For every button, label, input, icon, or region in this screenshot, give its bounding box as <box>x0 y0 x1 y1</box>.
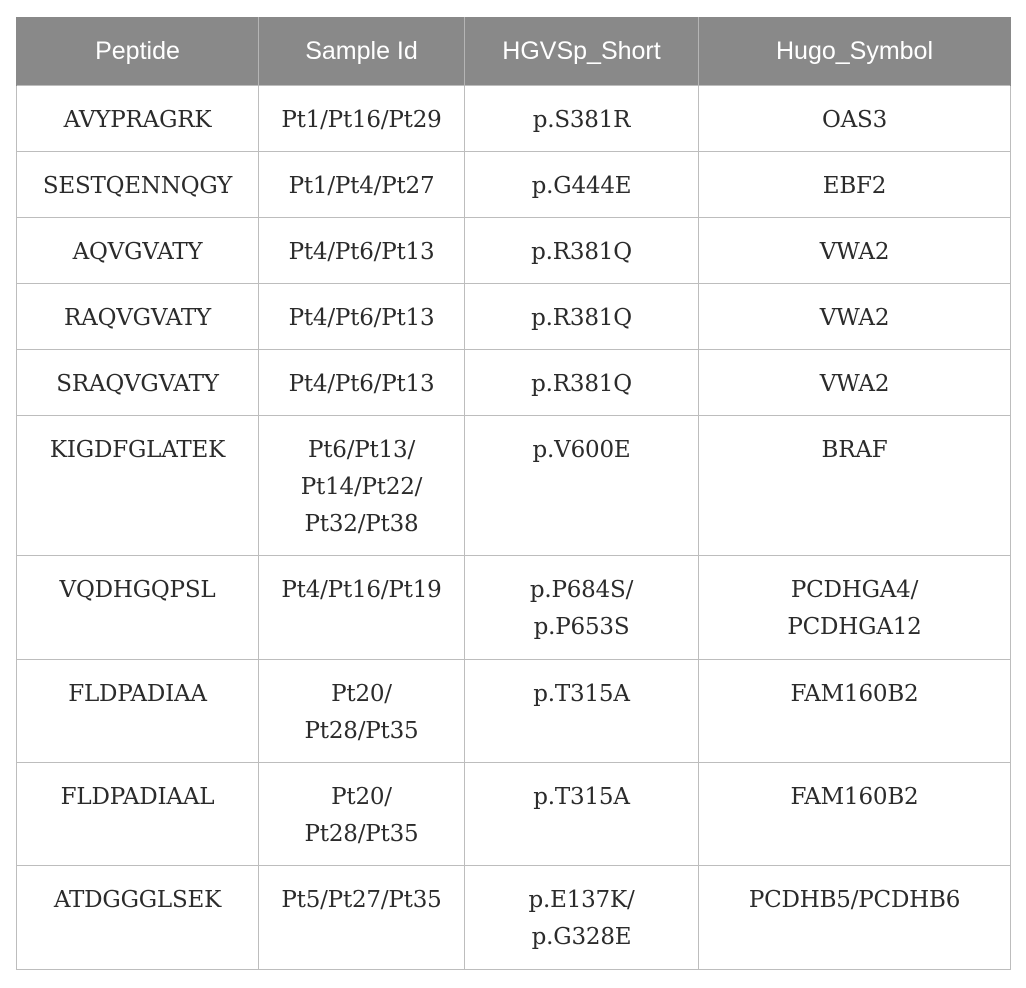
cell-hugo-symbol-line: OAS3 <box>821 107 888 133</box>
cell-hugo-symbol-line: VWA2 <box>819 305 890 331</box>
cell-sample-id-line: Pt4/Pt6/Pt13 <box>288 239 435 265</box>
cell-sample-id <box>259 763 465 866</box>
cell-hgvsp-short-line: p.T315A <box>533 784 630 810</box>
cell-hgvsp-short-line: p.G328E <box>531 924 632 950</box>
cell-sample-id <box>259 866 465 970</box>
cell-hgvsp-short <box>465 350 699 416</box>
header-hugo-symbol: Hugo_Symbol <box>699 17 1011 86</box>
cell-hgvsp-short-line: p.P653S <box>533 614 630 640</box>
cell-hugo-symbol <box>699 556 1011 660</box>
table-row <box>17 218 1011 284</box>
cell-hgvsp-short <box>465 556 699 660</box>
cell-hgvsp-short-line: p.R381Q <box>531 239 632 265</box>
table-row <box>17 284 1011 350</box>
table-row <box>17 556 1011 660</box>
cell-hgvsp-short-line: p.S381R <box>532 107 631 133</box>
cell-peptide: AVYPRAGRK <box>17 86 259 152</box>
cell-hgvsp-short-line: p.E137K/ <box>528 887 635 913</box>
cell-hugo-symbol <box>699 350 1011 416</box>
cell-sample-id <box>259 660 465 763</box>
cell-hugo-symbol <box>699 763 1011 866</box>
cell-sample-id <box>259 152 465 218</box>
cell-hugo-symbol <box>699 152 1011 218</box>
cell-hugo-symbol-line: VWA2 <box>819 239 890 265</box>
table-row <box>17 350 1011 416</box>
cell-hugo-symbol-line: VWA2 <box>819 371 890 397</box>
cell-peptide: SRAQVGVATY <box>17 350 259 416</box>
cell-sample-id-line: Pt5/Pt27/Pt35 <box>281 887 442 913</box>
cell-hgvsp-short-line: p.T315A <box>533 681 630 707</box>
cell-peptide: ATDGGGLSEK <box>17 866 259 970</box>
cell-sample-id-line: Pt4/Pt16/Pt19 <box>281 577 442 603</box>
cell-sample-id-line: Pt28/Pt35 <box>304 718 419 744</box>
cell-hgvsp-short <box>465 86 699 152</box>
table-row <box>17 763 1011 866</box>
cell-sample-id-line: Pt6/Pt13/ <box>307 437 416 463</box>
cell-hugo-symbol-line: BRAF <box>821 437 888 463</box>
cell-hgvsp-short-line: p.R381Q <box>531 305 632 331</box>
cell-hugo-symbol-line: PCDHGA12 <box>787 614 922 640</box>
cell-sample-id <box>259 416 465 556</box>
cell-hugo-symbol-line: FAM160B2 <box>790 681 919 707</box>
cell-peptide: RAQVGVATY <box>17 284 259 350</box>
table-row <box>17 152 1011 218</box>
cell-hgvsp-short <box>465 866 699 970</box>
cell-peptide: FLDPADIAA <box>17 660 259 763</box>
table-header <box>17 17 1011 86</box>
table-row <box>17 660 1011 763</box>
cell-sample-id <box>259 350 465 416</box>
cell-hgvsp-short-line: p.G444E <box>531 173 632 199</box>
cell-hugo-symbol <box>699 86 1011 152</box>
cell-hgvsp-short-line: p.V600E <box>532 437 631 463</box>
cell-sample-id-line: Pt1/Pt4/Pt27 <box>288 173 435 199</box>
cell-sample-id-line: Pt14/Pt22/ <box>300 474 423 500</box>
cell-sample-id-line: Pt20/ <box>331 784 392 810</box>
header-hgvsp-short: HGVSp_Short <box>465 17 699 86</box>
cell-sample-id-line: Pt4/Pt6/Pt13 <box>288 305 435 331</box>
cell-hgvsp-short <box>465 660 699 763</box>
peptide-mutation-table <box>16 17 1011 970</box>
cell-sample-id <box>259 284 465 350</box>
cell-hugo-symbol <box>699 416 1011 556</box>
cell-sample-id-line: Pt32/Pt38 <box>304 511 419 537</box>
table-row <box>17 86 1011 152</box>
cell-sample-id-line: Pt1/Pt16/Pt29 <box>281 107 442 133</box>
cell-hgvsp-short <box>465 152 699 218</box>
cell-hugo-symbol <box>699 218 1011 284</box>
cell-sample-id-line: Pt20/ <box>331 681 392 707</box>
header-row <box>17 17 1011 86</box>
header-peptide: Peptide <box>17 17 259 86</box>
table-body <box>17 86 1011 970</box>
cell-peptide: SESTQENNQGY <box>17 152 259 218</box>
cell-sample-id-line: Pt28/Pt35 <box>304 821 419 847</box>
cell-peptide: FLDPADIAAL <box>17 763 259 866</box>
cell-hugo-symbol-line: PCDHGA4/ <box>790 577 919 603</box>
cell-peptide: KIGDFGLATEK <box>17 416 259 556</box>
cell-hugo-symbol-line: EBF2 <box>822 173 887 199</box>
cell-sample-id <box>259 218 465 284</box>
cell-sample-id <box>259 556 465 660</box>
cell-hgvsp-short-line: p.R381Q <box>531 371 632 397</box>
cell-peptide: VQDHGQPSL <box>17 556 259 660</box>
header-sample-id: Sample Id <box>259 17 465 86</box>
cell-hgvsp-short <box>465 284 699 350</box>
cell-hgvsp-short <box>465 416 699 556</box>
cell-hugo-symbol <box>699 660 1011 763</box>
cell-peptide: AQVGVATY <box>17 218 259 284</box>
cell-hgvsp-short <box>465 763 699 866</box>
table-row <box>17 866 1011 970</box>
cell-hugo-symbol <box>699 284 1011 350</box>
cell-hugo-symbol-line: PCDHB5/PCDHB6 <box>748 887 961 913</box>
cell-sample-id-line: Pt4/Pt6/Pt13 <box>288 371 435 397</box>
cell-hugo-symbol <box>699 866 1011 970</box>
cell-hgvsp-short-line: p.P684S/ <box>529 577 634 603</box>
cell-hgvsp-short <box>465 218 699 284</box>
cell-sample-id <box>259 86 465 152</box>
table-row <box>17 416 1011 556</box>
cell-hugo-symbol-line: FAM160B2 <box>790 784 919 810</box>
